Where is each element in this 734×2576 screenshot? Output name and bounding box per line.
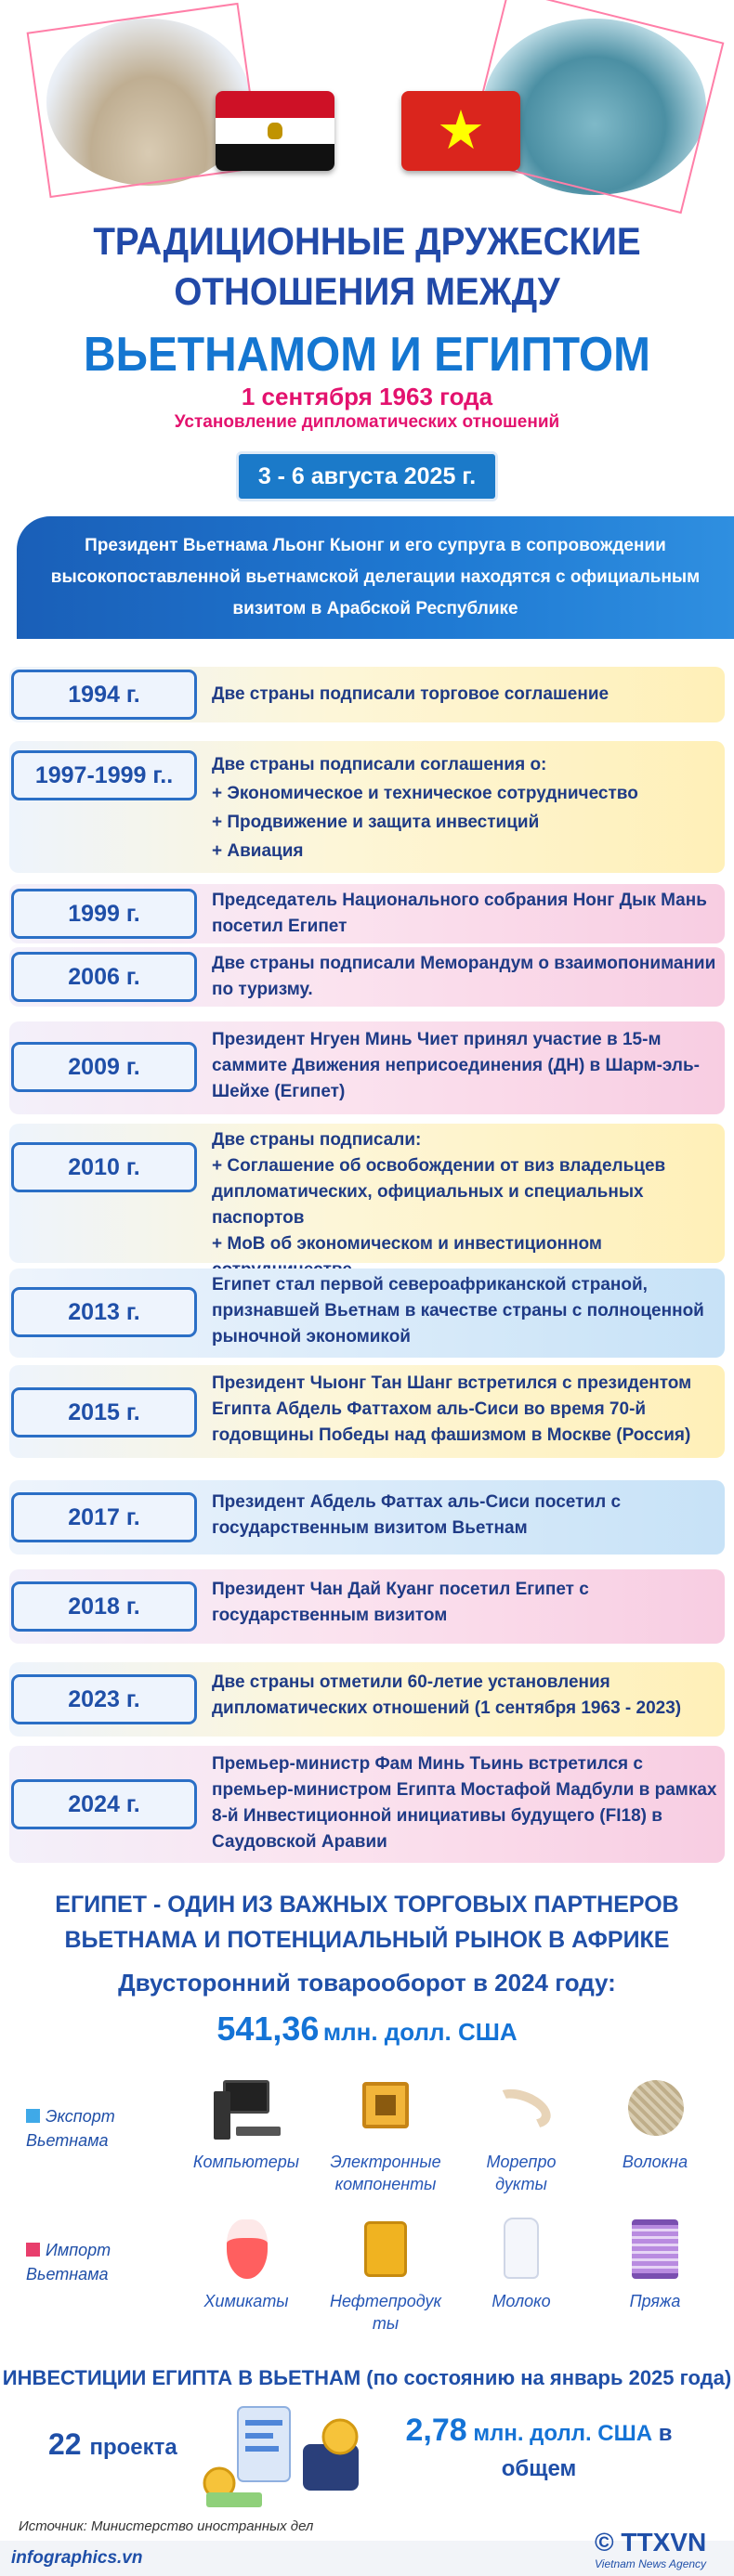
timeline-year: 2017 г. <box>11 1492 197 1542</box>
brand-subtitle: Vietnam News Agency <box>595 2557 707 2570</box>
export-item-seafood <box>452 2075 591 2195</box>
visit-dates-badge: 3 - 6 августа 2025 г. <box>236 451 498 501</box>
turnover-unit: млн. долл. США <box>322 2018 518 2046</box>
export-item-electronics <box>316 2075 455 2195</box>
goods-label: Химикаты <box>203 2292 289 2310</box>
timeline-text: Две страны подписали Меморандум о взаимопонимании по туризму. <box>212 954 716 999</box>
import-item-yarn <box>585 2214 725 2312</box>
goods-label: Молоко <box>492 2292 551 2310</box>
site-link[interactable]: infographics.vn <box>11 2548 143 2568</box>
timeline-item-2015 <box>9 1365 725 1458</box>
import-legend <box>26 2238 165 2286</box>
timeline-year: 2018 г. <box>11 1581 197 1632</box>
timeline-year: 2009 г. <box>11 1042 197 1092</box>
title-line-3: ВЬЕТНАМОМ И ЕГИПТОМ <box>84 328 650 382</box>
timeline-item-2009 <box>9 1021 725 1114</box>
turnover-value <box>0 2010 734 2049</box>
trade-heading: ЕГИПЕТ - ОДИН ИЗ ВАЖНЫХ ТОРГОВЫХ ПАРТНЕРОВ ВЬЕТНАМА И ПОТЕНЦИАЛЬНЫЙ РЫНОК В АФРИКЕ <box>55 1892 679 1953</box>
amount-value: 2,78 <box>405 2413 467 2448</box>
copyright-symbol: © <box>595 2528 614 2556</box>
import-item-chemicals <box>177 2214 316 2312</box>
title-line-2: ОТНОШЕНИЯ МЕЖДУ <box>174 269 560 313</box>
timeline-year: 2023 г. <box>11 1674 197 1724</box>
timeline-text: Премьер-министр Фам Минь Тьинь встретился с премьер-министром Египта Мостафой Мадбули в рамках 8-й Инвестиционной инициативы будущего (FI18) в Саудовской Аравии <box>212 1754 717 1852</box>
timeline-text: Две страны отметили 60-летие установления дипломатических отношений (1 сентября 1963 - 2023) <box>212 1672 682 1718</box>
investment-illustration-icon <box>201 2400 377 2511</box>
timeline-text: Президент Абдель Фаттах аль-Сиси посетил с государственным визитом Вьетнам <box>212 1492 622 1538</box>
timeline-year: 1999 г. <box>11 889 197 939</box>
amount-suffix: в <box>658 2421 673 2446</box>
established-label: Установление дипломатических отношений <box>174 412 560 432</box>
timeline-text: Президент Чыонг Тан Шанг встретился с президентом Египта Абдель Фаттахом аль-Сиси во время 70-й годовщины Победы над фашизмом в Москве (Россия) <box>212 1373 692 1445</box>
hero-header <box>0 0 734 232</box>
milk-icon <box>485 2214 557 2283</box>
export-item-computers <box>177 2075 316 2173</box>
goods-label: Морепро дукты <box>486 2153 557 2193</box>
export-marker-icon <box>26 2109 40 2123</box>
timeline-item-2013 <box>9 1268 725 1358</box>
amount-total: общем <box>501 2456 577 2481</box>
goods-label: Электронные компоненты <box>330 2153 441 2193</box>
timeline-year: 1994 г. <box>11 670 197 720</box>
timeline-year: 2015 г. <box>11 1387 197 1438</box>
export-legend <box>26 2104 165 2153</box>
investment-amount <box>400 2413 678 2487</box>
yarn-icon <box>619 2075 691 2143</box>
fuel-canister-icon <box>349 2214 422 2283</box>
goods-label: Волокна <box>622 2153 688 2171</box>
brand-name: TTXVN <box>621 2528 707 2556</box>
goods-label: Пряжа <box>629 2292 681 2310</box>
timeline-item-1999 <box>9 884 725 943</box>
timeline-text: Две страны подписали соглашения о: + Экономическое и техническое сотрудничество + Продвижение и защита инвестиций + Авиация <box>212 755 638 861</box>
visit-banner: Президент Вьетнама Льонг Кыонг и его супруга в сопровождении высокопоставленной вьетнамской делегации находятся с официальным визитом в Арабской Республике <box>17 516 734 639</box>
timeline-item-2006 <box>9 947 725 1007</box>
timeline-year: 2006 г. <box>11 952 197 1002</box>
goods-label: Нефтепродук ты <box>329 2292 442 2333</box>
import-item-petroleum <box>316 2214 455 2335</box>
timeline-text: Президент Чан Дай Куанг посетил Египет с государственным визитом <box>212 1580 589 1625</box>
egypt-flag-icon <box>216 91 334 171</box>
projects-label: проекта <box>89 2435 177 2460</box>
title-line-1: ТРАДИЦИОННЫЕ ДРУЖЕСКИЕ <box>93 219 641 263</box>
timeline-text: Египет стал первой североафриканской страной, признавшей Вьетнам в качестве страны с полноценной рыночной экономикой <box>212 1275 704 1347</box>
thread-spool-icon <box>619 2214 691 2283</box>
timeline-item-1997-1999 <box>9 741 725 873</box>
timeline-text: Две страны подписали: + Соглашение об освобождении от виз владельцев дипломатических, официальных и специальных паспортов + МоВ об экономическом и инвестиционном <box>212 1130 666 1254</box>
projects-count: 22 <box>48 2427 82 2461</box>
established-date: 1 сентября 1963 года <box>241 383 493 410</box>
computer-icon <box>210 2075 282 2143</box>
import-legend-label: Импорт Вьетнама <box>26 2241 111 2283</box>
vietnam-flag-icon: ★ <box>401 91 520 171</box>
import-item-milk <box>452 2214 591 2312</box>
timeline-year: 1997-1999 г.. <box>11 750 197 800</box>
microchip-icon <box>349 2075 422 2143</box>
timeline-item-2024 <box>9 1746 725 1863</box>
turnover-label: Двусторонний товарооборот в 2024 году: <box>118 1969 616 1997</box>
flask-icon <box>210 2214 282 2283</box>
import-marker-icon <box>26 2243 40 2257</box>
shrimp-icon <box>485 2075 557 2143</box>
timeline-text: Председатель Национального собрания Нонг Дык Мань посетил Египет <box>212 891 707 936</box>
timeline-item-1994 <box>9 667 725 722</box>
export-item-fibers <box>585 2075 725 2173</box>
amount-unit: млн. долл. США <box>473 2421 653 2446</box>
timeline-year: 2024 г. <box>11 1779 197 1829</box>
turnover-number: 541,36 <box>216 2010 320 2048</box>
timeline-text: Президент Нгуен Минь Чиет принял участие в 15-м саммите Движения неприсоединения (ДН) в Шарм-эль-Шейхе (Египет) <box>212 1030 701 1101</box>
investment-heading: ИНВЕСТИЦИИ ЕГИПТА В ВЬЕТНАМ (по состоянию на январь 2025 года) <box>2 2366 732 2389</box>
timeline-item-2017 <box>9 1480 725 1555</box>
timeline-item-2018 <box>9 1569 725 1644</box>
brand-logo <box>595 2528 706 2570</box>
timeline-text: Две страны подписали торговое соглашение <box>212 684 609 704</box>
timeline-year: 2013 г. <box>11 1287 197 1337</box>
export-legend-label: Экспорт Вьетнама <box>26 2107 115 2150</box>
goods-label: Компьютеры <box>192 2153 300 2171</box>
timeline-item-2010 <box>9 1124 725 1263</box>
source-note: Источник: Министерство иностранных дел <box>19 2518 314 2534</box>
timeline-item-2023 <box>9 1662 725 1737</box>
timeline-year: 2010 г. <box>11 1142 197 1192</box>
investment-projects <box>48 2427 177 2462</box>
